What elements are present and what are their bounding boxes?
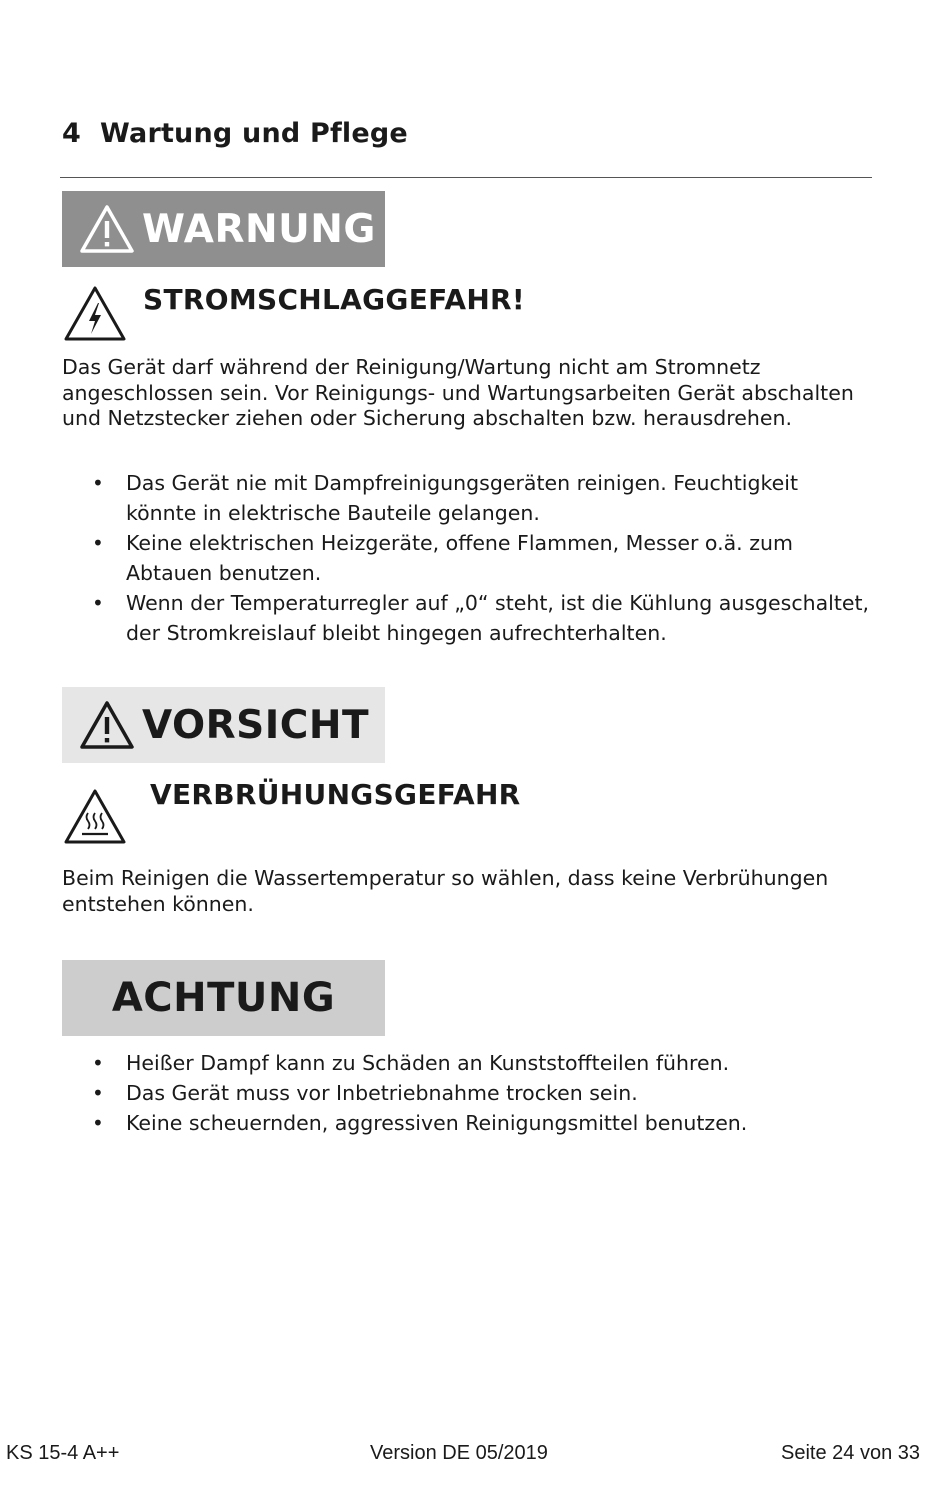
footer-page-number: Seite 24 von 33 [781,1442,920,1464]
footer-model: KS 15-4 A++ [6,1442,120,1464]
vorsicht-paragraph: Beim Reinigen die Wassertemperatur so wählen, dass keine Verbrühungen entstehen können. [62,866,829,916]
vorsicht-banner [62,687,385,763]
warning-triangle-icon [78,699,136,751]
list-item: • Das Gerät nie mit Dampfreinigungsgeräten reinigen. Feuchtigkeit könnte in elektrische Bauteile gelangen. [62,468,872,528]
achtung-bullet-list [62,1048,872,1138]
section-number: 4 [62,118,81,149]
list-item: • Keine scheuernden, aggressiven Reinigungsmittel benutzen. [62,1108,872,1138]
warnung-paragraph: Das Gerät darf während der Reinigung/Wartung nicht am Stromnetz angeschlossen sein. Vor Reinigungs- und Wartungsarbeiten Gerät abschalten und Netzstecker ziehen oder Sicherung abschalten bzw. herausdrehen. [62,355,854,430]
warnung-banner [62,191,385,267]
list-item: • Wenn der Temperaturregler auf „0“ steht, ist die Kühlung ausgeschaltet, der Stromkreislauf bleibt hingegen aufrechterhalten. [62,588,872,648]
verbruehung-title: VERBRÜHUNGSGEFAHR [150,778,521,811]
warnung-bullet-list [62,468,872,648]
warning-triangle-icon [78,203,136,255]
warnung-label: WARNUNG [142,206,376,252]
section-title: Wartung und Pflege [100,118,408,149]
stromschlag-title: STROMSCHLAGGEFAHR! [143,283,525,316]
vorsicht-label: VORSICHT [142,702,370,748]
heading-divider [60,177,872,178]
footer-version: Version DE 05/2019 [370,1442,548,1464]
electric-shock-warning-icon [62,283,128,343]
list-item: • Heißer Dampf kann zu Schäden an Kunststoffteilen führen. [62,1048,872,1078]
achtung-banner [62,960,385,1036]
list-item: • Das Gerät muss vor Inbetriebnahme trocken sein. [62,1078,872,1108]
achtung-label: ACHTUNG [111,975,336,1021]
list-item: • Keine elektrischen Heizgeräte, offene Flammen, Messer o.ä. zum Abtauen benutzen. [62,528,872,588]
section-heading [62,118,408,149]
hot-surface-warning-icon [62,786,128,846]
